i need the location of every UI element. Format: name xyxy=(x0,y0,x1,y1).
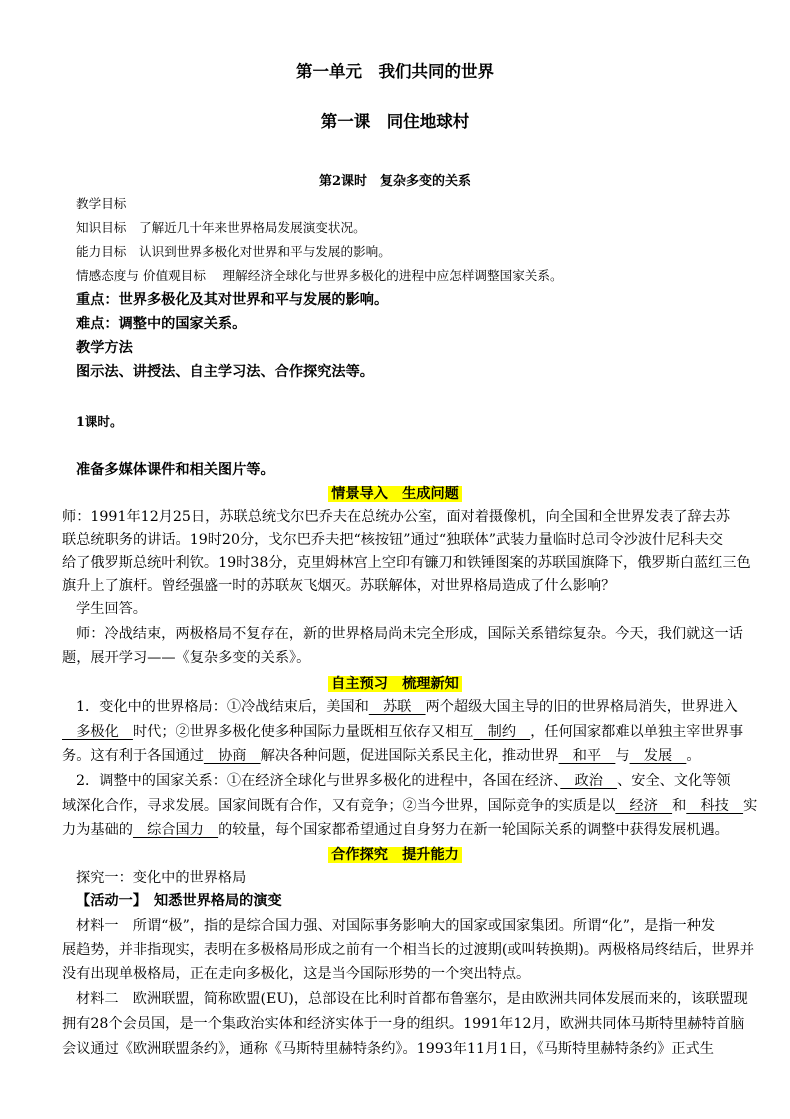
answer-blank: 经济 xyxy=(615,798,673,814)
preparation: 准备多媒体课件和相关图片等。 xyxy=(76,462,275,478)
text-run: 2．调整中的国家关系：①在经济全球化与世界多极化的进程中，各国在经济、 xyxy=(76,773,561,789)
answer-blank: 政治 xyxy=(560,773,618,789)
text-run: 和 xyxy=(672,798,687,814)
text-run: 实 xyxy=(743,798,758,814)
text-run: 解决各种问题，促进国际关系民主化，推动世界 xyxy=(260,748,559,764)
paragraph-line: 没有出现单极格局，正在走向多极化，这是当今国际形势的一个突出特点。 xyxy=(62,966,531,982)
ability-goal: 能力目标 认识到世界多极化对世界和平与发展的影响。 xyxy=(76,244,391,259)
text-run: 。 xyxy=(686,748,701,764)
text-run: 时代；②世界多极化使多种国际力量既相互依存又相互 xyxy=(132,724,474,740)
paragraph-line: 拥有28个会员国，是一个集政治实体和经济实体于一身的组织。1991年12月，欧洲共同体马斯特里赫特首脑 xyxy=(62,1016,745,1032)
answer-blank: 综合国力 xyxy=(132,822,219,838)
activity-title: 【活动一】 知悉世界格局的演变 xyxy=(76,893,282,909)
answer-blank: 协商 xyxy=(203,748,261,764)
preview-item-1 xyxy=(62,697,756,717)
preview-item-1-cont xyxy=(62,722,742,742)
text-run: 与 xyxy=(615,748,630,764)
text-run: 力为基础的 xyxy=(62,822,133,838)
highlight: 自主预习 梳理新知 xyxy=(328,676,462,692)
section-heading-explore xyxy=(0,845,790,865)
paragraph-line: 师：冷战结束，两极格局不复存在，新的世界格局尚未完全形成，国际关系错综复杂。今天，我们就这一话 xyxy=(76,626,743,642)
text-run: 的较量，每个国家都希望通过自身努力在新一轮国际关系的调整中获得发展机遇。 xyxy=(218,822,729,838)
paragraph-line: 材料一 所谓“极”，指的是综合国力强、对国际事务影响大的国家或国家集团。所谓“化”，是指一种发 xyxy=(76,918,716,934)
section-heading-preview xyxy=(0,674,790,694)
highlight: 合作探究 提升能力 xyxy=(328,847,462,863)
unit-title: 第一单元 我们共同的世界 xyxy=(296,62,494,81)
answer-blank: 科技 xyxy=(686,798,744,814)
preview-item-2-cont xyxy=(62,796,758,816)
text-run: 1．变化中的世界格局：①冷战结束后，美国和 xyxy=(76,699,369,715)
paragraph-line: 会议通过《欧洲联盟条约》，通称《马斯特里赫特条约》。1993年11月1日，《马斯特里赫特条约》正式生 xyxy=(62,1041,714,1057)
preview-item-2 xyxy=(62,771,756,791)
highlight: 情景导入 生成问题 xyxy=(328,486,462,502)
key-point: 重点：世界多极化及其对世界和平与发展的影响。 xyxy=(76,292,389,308)
class-hours: 1课时。 xyxy=(76,414,123,429)
paragraph-line: 师：1991年12月25日，苏联总统戈尔巴乔夫在总统办公室，面对着摄像机，向全国和全世界发表了辞去苏 xyxy=(62,509,731,525)
text-run: 两个超级大国主导的旧的世界格局消失，世界进入 xyxy=(425,699,738,715)
text-run: ，任何国家都难以单独主宰世界事 xyxy=(530,724,744,740)
student-answer: 学生回答。 xyxy=(76,601,147,617)
text-run: 域深化合作，寻求发展。国家间既有合作，又有竞争；②当今世界，国际竞争的实质是以 xyxy=(62,798,616,814)
emotion-goal: 情感态度与 价值观目标 理解经济全球化与世界多极化的进程中应怎样调整国家关系。 xyxy=(76,268,563,283)
answer-blank: 发展 xyxy=(629,748,687,764)
answer-blank: 和平 xyxy=(558,748,616,764)
period-title: 第2课时 复杂多变的关系 xyxy=(318,174,472,189)
section-heading-intro xyxy=(0,484,790,504)
paragraph-line: 给了俄罗斯总统叶利钦。19时38分，克里姆林宫上空印有镰刀和铁锤图案的苏联国旗降下，俄罗斯白蓝红三色 xyxy=(62,555,751,571)
goals-heading: 教学目标 xyxy=(76,196,127,211)
lesson-title: 第一课 同住地球村 xyxy=(320,112,470,131)
paragraph-line: 联总统职务的讲话。19时20分，戈尔巴乔夫把“核按钮”通过“独联体”武装力量临时总司令沙波什尼科夫交 xyxy=(62,532,723,548)
text-run: 、安全、文化等领 xyxy=(617,773,731,789)
preview-item-2-cont xyxy=(62,820,742,840)
preview-item-1-cont xyxy=(62,746,742,766)
explore-title: 探究一：变化中的世界格局 xyxy=(76,870,247,886)
methods: 图示法、讲授法、自主学习法、合作探究法等。 xyxy=(76,364,374,380)
difficult-point: 难点：调整中的国家关系。 xyxy=(76,316,247,332)
text-run: 务。这有利于各国通过 xyxy=(62,748,204,764)
method-heading: 教学方法 xyxy=(76,340,133,356)
answer-blank: 苏联 xyxy=(368,699,426,715)
paragraph-line: 展趋势，并非指现实，表明在多极格局形成之前有一个相当长的过渡期(或叫转换期)。两极格局终结后，世界并 xyxy=(62,942,755,958)
answer-blank: 多极化 xyxy=(62,724,133,740)
paragraph-line: 材料二 欧洲联盟，简称欧盟(EU)，总部设在比利时首都布鲁塞尔，是由欧洲共同体发展而来的，该联盟现 xyxy=(76,991,748,1007)
answer-blank: 制约 xyxy=(473,724,531,740)
paragraph-line: 题，展开学习——《复杂多变的关系》。 xyxy=(62,650,311,666)
knowledge-goal: 知识目标 了解近几十年来世界格局发展演变状况。 xyxy=(76,220,366,235)
paragraph-line: 旗升上了旗杆。曾经强盛一时的苏联灰飞烟灭。苏联解体，对世界格局造成了什么影响？ xyxy=(62,578,616,594)
